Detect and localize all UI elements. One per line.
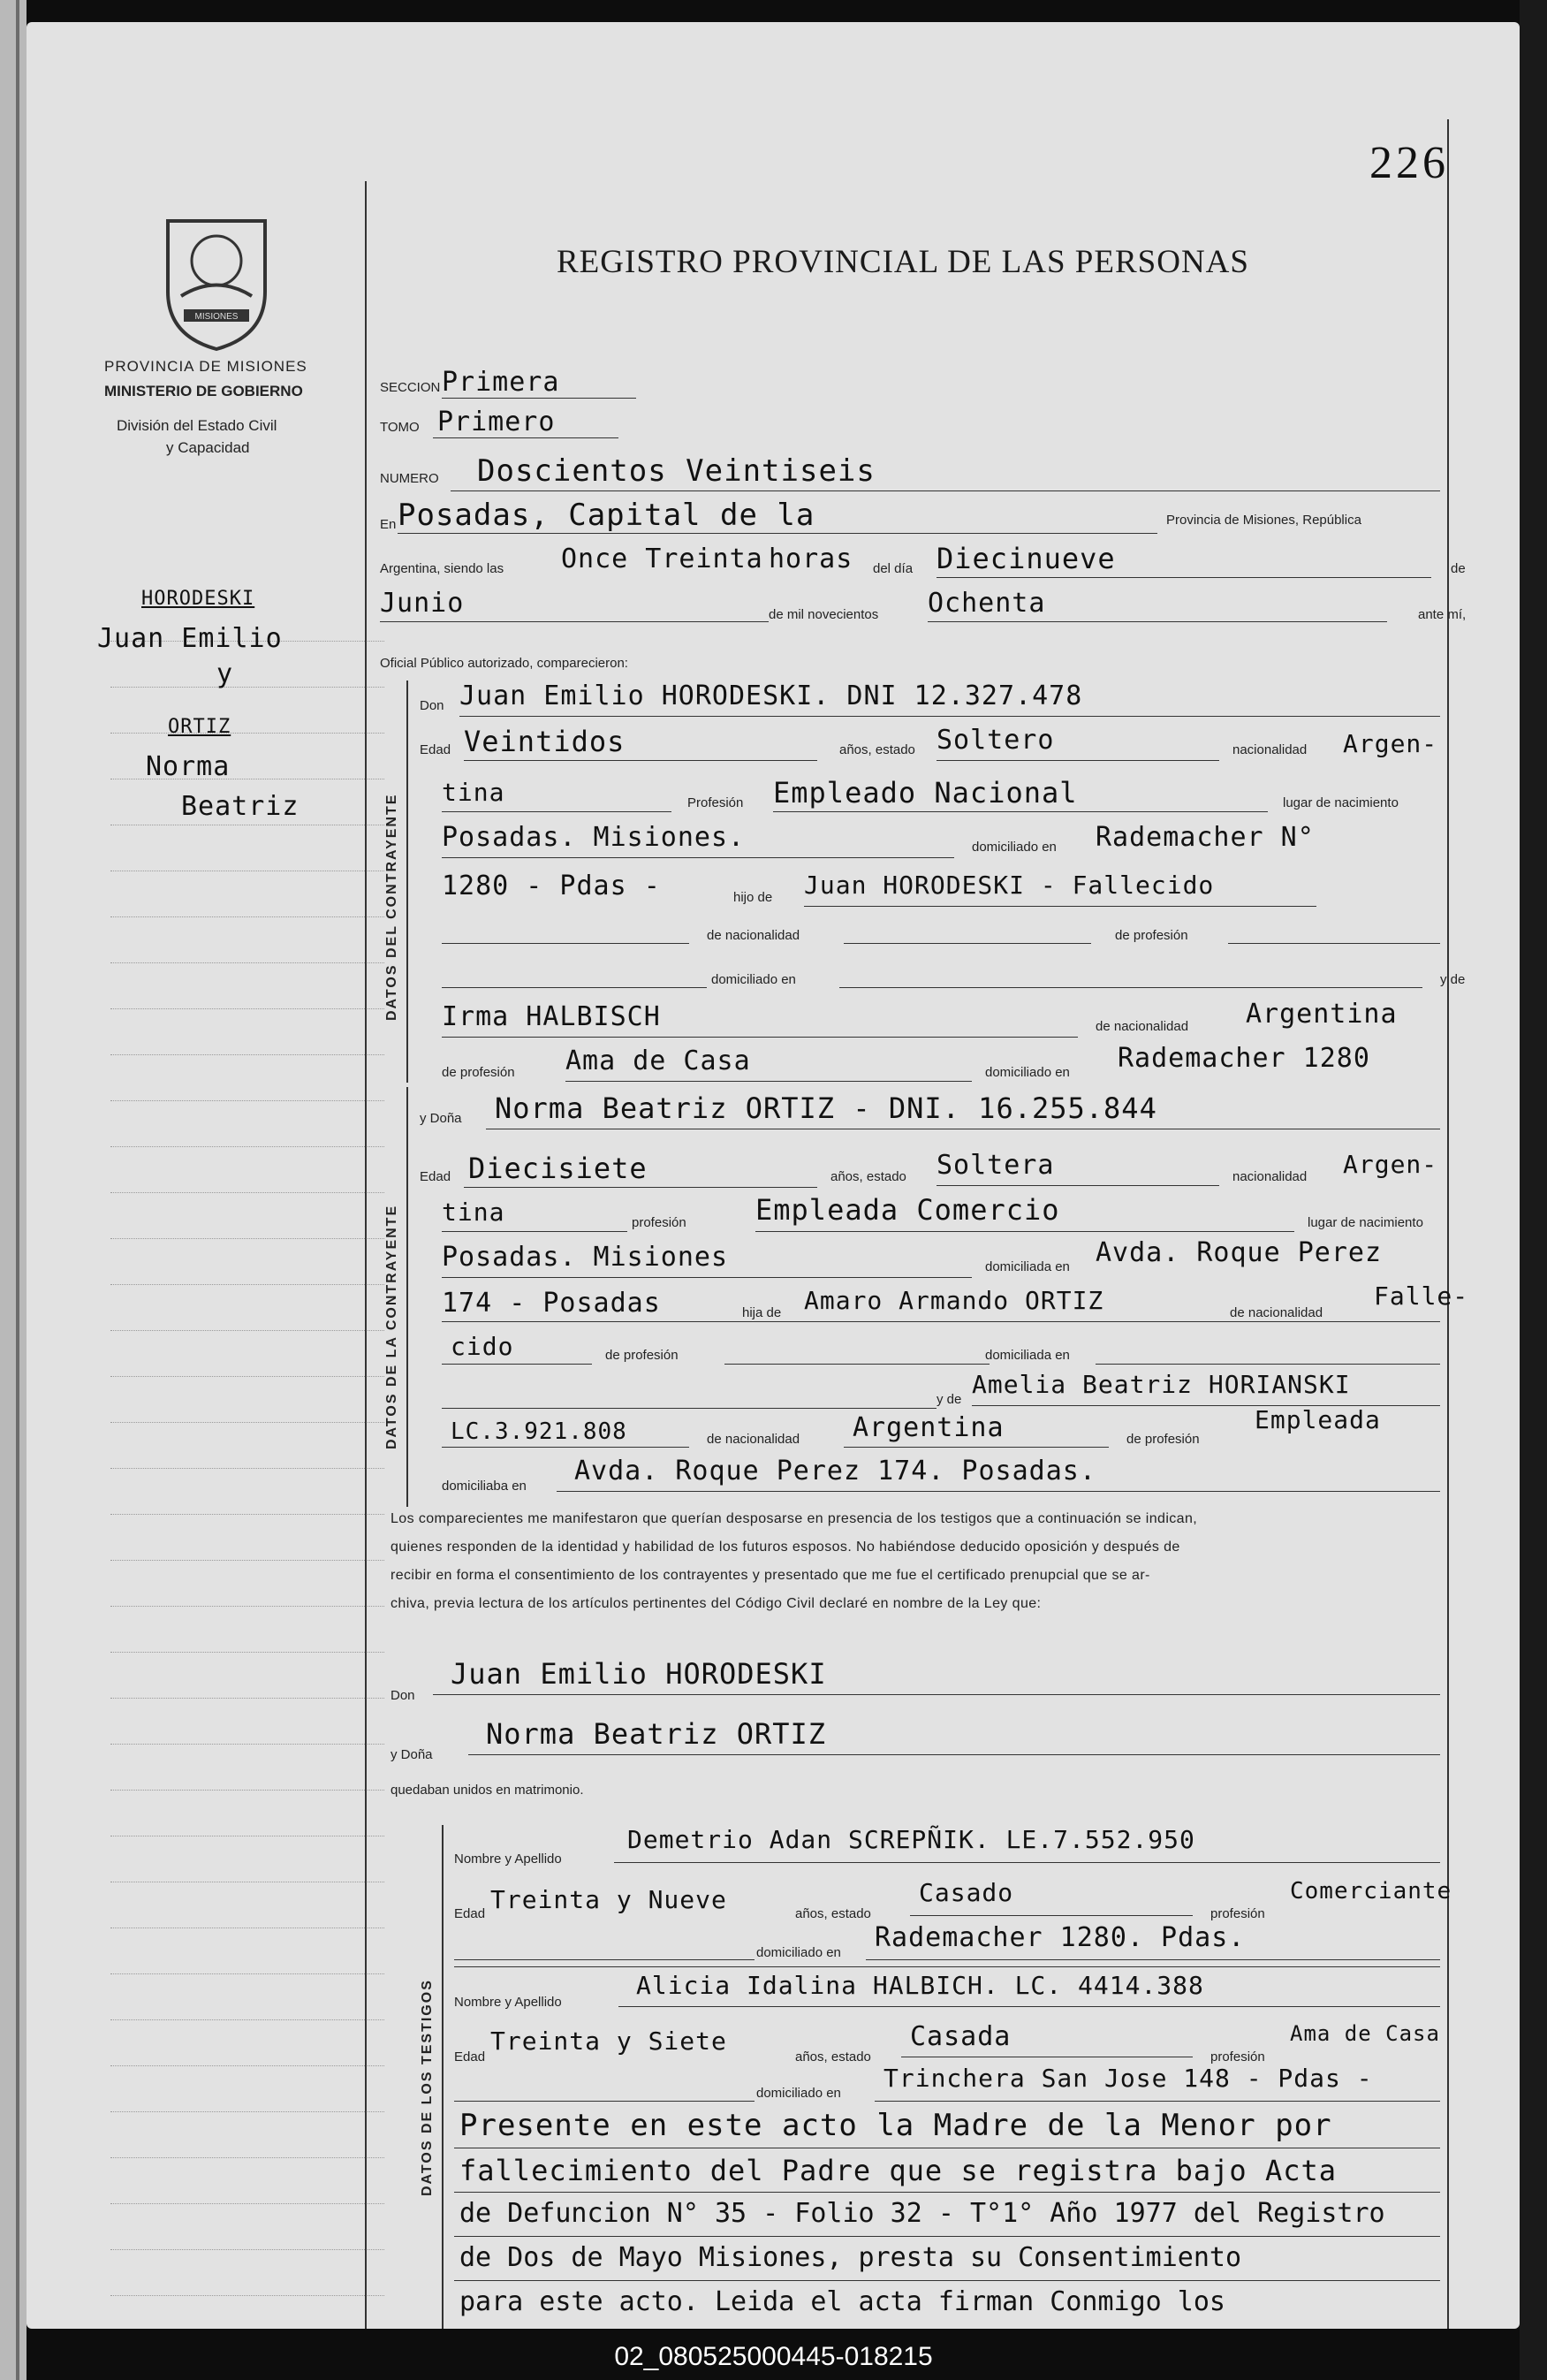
bride-nationality-a: Argen-: [1343, 1150, 1438, 1179]
bride-prof-line: [755, 1231, 1294, 1232]
margin-guide-line: [110, 1330, 384, 1331]
bride-birthplace: Posadas. Misiones: [442, 1242, 729, 1273]
groom-address-a: Rademacher N°: [1096, 822, 1315, 853]
bride-lugar-label: lugar de nacimiento: [1308, 1215, 1423, 1230]
groom-father-nac-label: de nacionalidad: [707, 928, 800, 943]
margin-guide-line: [110, 1606, 384, 1607]
decl-groom-line: [433, 1694, 1440, 1695]
w2-domic-label: domiciliado en: [756, 2086, 841, 2101]
margin-guide-line: [110, 1054, 384, 1055]
seccion-value: Primera: [442, 367, 560, 398]
groom-father-line: [804, 906, 1316, 907]
margin-surname-1: HORODESKI: [141, 588, 255, 610]
w2-name: Alicia Idalina HALBICH. LC. 4414.388: [636, 1971, 1204, 2000]
w1-name-line: [614, 1862, 1440, 1863]
month-line: [380, 621, 769, 622]
province-suffix: Provincia de Misiones, República: [1166, 513, 1361, 528]
bride-side-label: DATOS DE LA CONTRAYENTE: [384, 1204, 399, 1449]
tomo-label: TOMO: [380, 420, 420, 435]
note-line-4: de Dos de Mayo Misiones, presta su Consentimiento: [459, 2242, 1242, 2273]
margin-guide-line: [110, 2249, 384, 2250]
bride-age-line: [464, 1187, 817, 1188]
margin-guide-line: [110, 1790, 384, 1791]
page-number: 226: [1369, 138, 1449, 188]
margin-guide-line: [110, 1146, 384, 1147]
month-value: Junio: [380, 588, 465, 619]
bride-mother-nac-label: de nacionalidad: [707, 1432, 800, 1447]
bride-father-nac-label: de nacionalidad: [1230, 1305, 1323, 1320]
bride-mother-id: LC.3.921.808: [451, 1418, 627, 1445]
year-value: Ochenta: [928, 588, 1046, 619]
margin-guide-line: [110, 1238, 384, 1239]
groom-birthplace: Posadas. Misiones.: [442, 822, 746, 853]
bride-y-de-label: y de: [937, 1392, 962, 1407]
svg-text:MISIONES: MISIONES: [194, 312, 239, 322]
seccion-label: SECCION: [380, 380, 441, 395]
groom-side-label: DATOS DEL CONTRAYENTE: [384, 793, 399, 1021]
w2-age: Treinta y Siete: [490, 2026, 727, 2056]
groom-hijo-label: hijo de: [733, 890, 773, 905]
bride-mother-profession: Empleada: [1255, 1405, 1381, 1434]
w2-domic-pre-line: [454, 2101, 755, 2102]
bride-mother-domic-label: domiciliaba en: [442, 1479, 527, 1494]
place-value: Posadas, Capital de la: [398, 498, 815, 533]
note-line-5: para este acto. Leida el acta firman Conmigo los: [459, 2286, 1225, 2317]
w2-prof-label: profesión: [1210, 2049, 1265, 2064]
groom-mother-profession: Ama de Casa: [565, 1046, 751, 1076]
margin-guide-line: [110, 1973, 384, 1974]
margin-guide-line: [110, 1008, 384, 1009]
declaration-line-2: quienes responden de la identidad y habilidad de los futuros esposos. No habiéndose deducido oposición y después de: [391, 1540, 1180, 1555]
groom-nac-label: nacionalidad: [1232, 742, 1308, 757]
w2-estado-label: años, estado: [795, 2049, 871, 2064]
groom-father-domic-pre-line: [442, 987, 707, 988]
bride-father-line: [442, 1321, 1440, 1322]
decl-dona-label: y Doña: [391, 1747, 433, 1762]
bride-father: Amaro Armando ORTIZ: [804, 1286, 1104, 1315]
groom-don-label: Don: [420, 698, 444, 713]
bride-estado-label: años, estado: [830, 1169, 906, 1184]
w1-profession: Comerciante: [1290, 1878, 1452, 1905]
groom-lugar-label: lugar de nacimiento: [1283, 795, 1399, 810]
bride-address-b: 174 - Posadas: [442, 1288, 661, 1319]
w2-status: Casada: [910, 2021, 1012, 2052]
bride-birthplace-line: [442, 1277, 972, 1278]
bride-father-status-b: cido: [451, 1332, 514, 1361]
day-line: [937, 577, 1431, 578]
right-vertical-rule: [1447, 119, 1449, 2329]
w1-nombre-label: Nombre y Apellido: [454, 1852, 562, 1867]
note-line-3: de Defuncion N° 35 - Folio 32 - T°1° Año 1977 del Registro: [459, 2198, 1385, 2229]
margin-surname-2: ORTIZ: [168, 716, 231, 738]
horas-label: horas: [769, 544, 853, 574]
bride-father-prof-label: de profesión: [605, 1348, 679, 1363]
w1-age: Treinta y Nueve: [490, 1885, 727, 1914]
bride-mother-nationality: Argentina: [853, 1412, 1005, 1443]
decl-don-label: Don: [391, 1688, 415, 1703]
decl-groom: Juan Emilio HORODESKI: [451, 1657, 827, 1691]
hours-value: Once Treinta: [561, 544, 763, 574]
w2-name-line: [618, 2006, 1440, 2007]
tomo-value: Primero: [437, 407, 556, 437]
bride-name: Norma Beatriz ORTIZ - DNI. 16.255.844: [495, 1091, 1157, 1125]
note-line-1: Presente en este acto la Madre de la Menor por: [459, 2108, 1332, 2143]
w2-profession: Ama de Casa: [1290, 2021, 1440, 2046]
w1-name: Demetrio Adan SCREPÑIK. LE.7.552.950: [627, 1825, 1195, 1854]
groom-nat-line: [442, 811, 671, 812]
bride-domic-label: domiciliada en: [985, 1259, 1070, 1274]
bride-profesion-label: profesión: [632, 1215, 686, 1230]
margin-guide-line: [110, 733, 384, 734]
decl-bride-line: [468, 1754, 1440, 1755]
declaration-line-4: chiva, previa lectura de los artículos pertinentes del Código Civil declaré en nombre de la Ley que:: [391, 1596, 1042, 1611]
groom-father-prof-line: [1228, 943, 1440, 944]
w1-status-line: [910, 1915, 1193, 1916]
groom-profession: Empleado Nacional: [773, 776, 1078, 810]
decl-united: quedaban unidos en matrimonio.: [391, 1783, 584, 1798]
groom-name-line: [459, 716, 1440, 717]
margin-guide-line: [110, 1192, 384, 1193]
org-line-2: MINISTERIO DE GOBIERNO: [104, 383, 303, 399]
witness-bracket: [442, 1825, 444, 2329]
bride-mother-prof-label: de profesión: [1126, 1432, 1200, 1447]
margin-conj: y: [216, 658, 234, 689]
margin-guide-line: [110, 1652, 384, 1653]
bride-dona-label: y Doña: [420, 1111, 462, 1126]
groom-estado-label: años, estado: [839, 742, 915, 757]
bride-father-status-line: [442, 1364, 592, 1365]
bride-mother-nat-line: [844, 1447, 1109, 1448]
de-label: de: [1451, 561, 1466, 576]
groom-bracket: [406, 681, 408, 1083]
book-binding: [0, 0, 27, 2380]
argentina-prefix: Argentina, siendo las: [380, 561, 504, 576]
margin-guide-line: [110, 2157, 384, 2158]
witness-separator: [454, 1966, 1440, 1967]
bride-father-status-a: Falle-: [1374, 1281, 1469, 1311]
place-line: [398, 533, 1157, 534]
bride-mother: Amelia Beatriz HORIANSKI: [972, 1370, 1351, 1399]
next-page-edge: [1520, 0, 1547, 2380]
groom-nationality-a: Argen-: [1343, 729, 1438, 758]
w1-estado-label: años, estado: [795, 1906, 871, 1921]
bride-hija-label: hija de: [742, 1305, 782, 1320]
groom-father: Juan HORODESKI - Fallecido: [804, 871, 1215, 900]
binding-fold: [16, 0, 19, 2380]
groom-status-line: [937, 760, 1219, 761]
image-identifier: 02_080525000445-018215: [614, 2342, 933, 2371]
en-label: En: [380, 517, 397, 532]
bride-bracket: [406, 1087, 408, 1507]
bride-profession: Empleada Comercio: [755, 1193, 1060, 1227]
groom-mother-prof-label: de profesión: [442, 1065, 515, 1080]
groom-domic-label: domiciliado en: [972, 840, 1057, 855]
groom-profesion-label: Profesión: [687, 795, 744, 810]
w1-edad-label: Edad: [454, 1906, 486, 1921]
groom-mother-line: [442, 1037, 1078, 1038]
org-line-4: y Capacidad: [166, 439, 250, 456]
note-line-3-rule: [454, 2236, 1440, 2237]
page-title: REGISTRO PROVINCIAL DE LAS PERSONAS: [557, 244, 1249, 280]
year-line: [928, 621, 1387, 622]
groom-mother-nationality: Argentina: [1246, 999, 1398, 1030]
groom-edad-label: Edad: [420, 742, 451, 757]
decl-bride: Norma Beatriz ORTIZ: [486, 1717, 827, 1751]
main-vertical-rule: [365, 181, 367, 2329]
margin-guide-line: [110, 1744, 384, 1745]
margin-guide-line: [110, 1422, 384, 1423]
margin-given-2b: Beatriz: [181, 791, 300, 822]
day-value: Diecinueve: [937, 542, 1116, 575]
numero-label: NUMERO: [380, 471, 439, 486]
bride-status-line: [937, 1185, 1219, 1186]
org-line-3: División del Estado Civil: [117, 417, 277, 434]
groom-age-line: [464, 760, 817, 761]
margin-given-1: Juan Emilio: [97, 623, 283, 654]
officer-line: Oficial Público autorizado, comparecieron:: [380, 656, 628, 671]
margin-guide-line: [110, 1698, 384, 1699]
margin-guide-line: [110, 2065, 384, 2066]
w1-address-line: [866, 1959, 1440, 1960]
note-line-2: fallecimiento del Padre que se registra bajo Acta: [459, 2154, 1338, 2187]
groom-mother: Irma HALBISCH: [442, 1001, 661, 1032]
groom-address-b: 1280 - Pdas -: [442, 871, 661, 901]
groom-birthplace-line: [442, 857, 954, 858]
note-line-4-rule: [454, 2280, 1440, 2281]
margin-guide-line: [110, 1284, 384, 1285]
bride-father-domic-label: domiciliada en: [985, 1348, 1070, 1363]
margin-given-2a: Norma: [146, 751, 231, 782]
declaration-line-3: recibir en forma el consentimiento de los contrayentes y presentado que me fue el certificado prenupcial que se ar-: [391, 1568, 1150, 1583]
groom-father-domic-line: [839, 987, 1422, 988]
year-label: de mil novecientos: [769, 607, 879, 622]
margin-guide-line: [110, 2203, 384, 2204]
bride-mother-id-line: [442, 1447, 689, 1448]
margin-guide-line: [110, 1376, 384, 1377]
margin-guide-line: [110, 916, 384, 917]
groom-mother-domic-label: domiciliado en: [985, 1065, 1070, 1080]
margin-guide-line: [110, 2019, 384, 2020]
margin-guide-line: [110, 1100, 384, 1101]
margin-guide-line: [110, 1514, 384, 1515]
groom-prof-line: [773, 811, 1268, 812]
bride-edad-label: Edad: [420, 1169, 451, 1184]
groom-civil-status: Soltero: [937, 725, 1055, 756]
bride-nat-line: [442, 1231, 627, 1232]
declaration-line-1: Los comparecientes me manifestaron que querían desposarse en presencia de los testigos que a continuación se indican,: [391, 1511, 1198, 1526]
groom-father-domic-label: domiciliado en: [711, 972, 796, 987]
groom-age: Veintidos: [464, 725, 626, 758]
bride-father-domic-line: [1096, 1364, 1440, 1365]
document-page: [27, 22, 1520, 2329]
groom-mother-nac-label: de nacionalidad: [1096, 1019, 1189, 1034]
dia-label: del día: [873, 561, 914, 576]
ante-label: ante mí,: [1418, 607, 1467, 622]
seccion-line: [442, 398, 636, 399]
note-line-2-rule: [454, 2192, 1440, 2193]
w2-address-line: [875, 2101, 1440, 2102]
org-line-1: PROVINCIA DE MISIONES: [104, 358, 307, 375]
w1-domic-label: domiciliado en: [756, 1945, 841, 1960]
w2-address: Trinchera San Jose 148 - Pdas -: [883, 2064, 1373, 2093]
numero-line: [451, 490, 1440, 491]
tomo-line: [433, 437, 618, 438]
groom-name: Juan Emilio HORODESKI. DNI 12.327.478: [459, 681, 1083, 711]
w2-edad-label: Edad: [454, 2049, 486, 2064]
w1-status: Casado: [919, 1878, 1014, 1907]
bride-father-prof-line: [724, 1364, 990, 1365]
bride-mother-address-line: [557, 1491, 1440, 1492]
margin-guide-line: [110, 687, 384, 688]
groom-father-nat-value-line: [844, 943, 1091, 944]
groom-father-nat-line: [442, 943, 689, 944]
groom-father-prof-label: de profesión: [1115, 928, 1188, 943]
bride-age: Diecisiete: [468, 1152, 648, 1185]
margin-guide-line: [110, 2295, 384, 2296]
bride-nationality-b: tina: [442, 1198, 505, 1227]
bride-address-a: Avda. Roque Perez: [1096, 1237, 1383, 1268]
groom-nationality-b: tina: [442, 778, 505, 807]
bride-mother-address: Avda. Roque Perez 174. Posadas.: [574, 1456, 1096, 1487]
bride-nac-label: nacionalidad: [1232, 1169, 1308, 1184]
w1-prof-label: profesión: [1210, 1906, 1265, 1921]
margin-guide-line: [110, 1468, 384, 1469]
groom-mother-prof-line: [565, 1081, 972, 1082]
provincial-seal-icon: [159, 212, 274, 354]
groom-y-de-label: y de: [1440, 972, 1466, 987]
margin-guide-line: [110, 962, 384, 963]
numero-value: Doscientos Veintiseis: [477, 453, 876, 489]
groom-mother-address: Rademacher 1280: [1118, 1043, 1370, 1074]
w1-address: Rademacher 1280. Pdas.: [875, 1922, 1246, 1953]
margin-guide-line: [110, 1560, 384, 1561]
witness-side-label: DATOS DE LOS TESTIGOS: [420, 1979, 435, 2196]
w1-domic-pre-line: [454, 1959, 755, 1960]
w2-nombre-label: Nombre y Apellido: [454, 1995, 562, 2010]
bride-mother-pre-line: [442, 1408, 937, 1409]
margin-guide-line: [110, 2111, 384, 2112]
bride-civil-status: Soltera: [937, 1150, 1055, 1181]
